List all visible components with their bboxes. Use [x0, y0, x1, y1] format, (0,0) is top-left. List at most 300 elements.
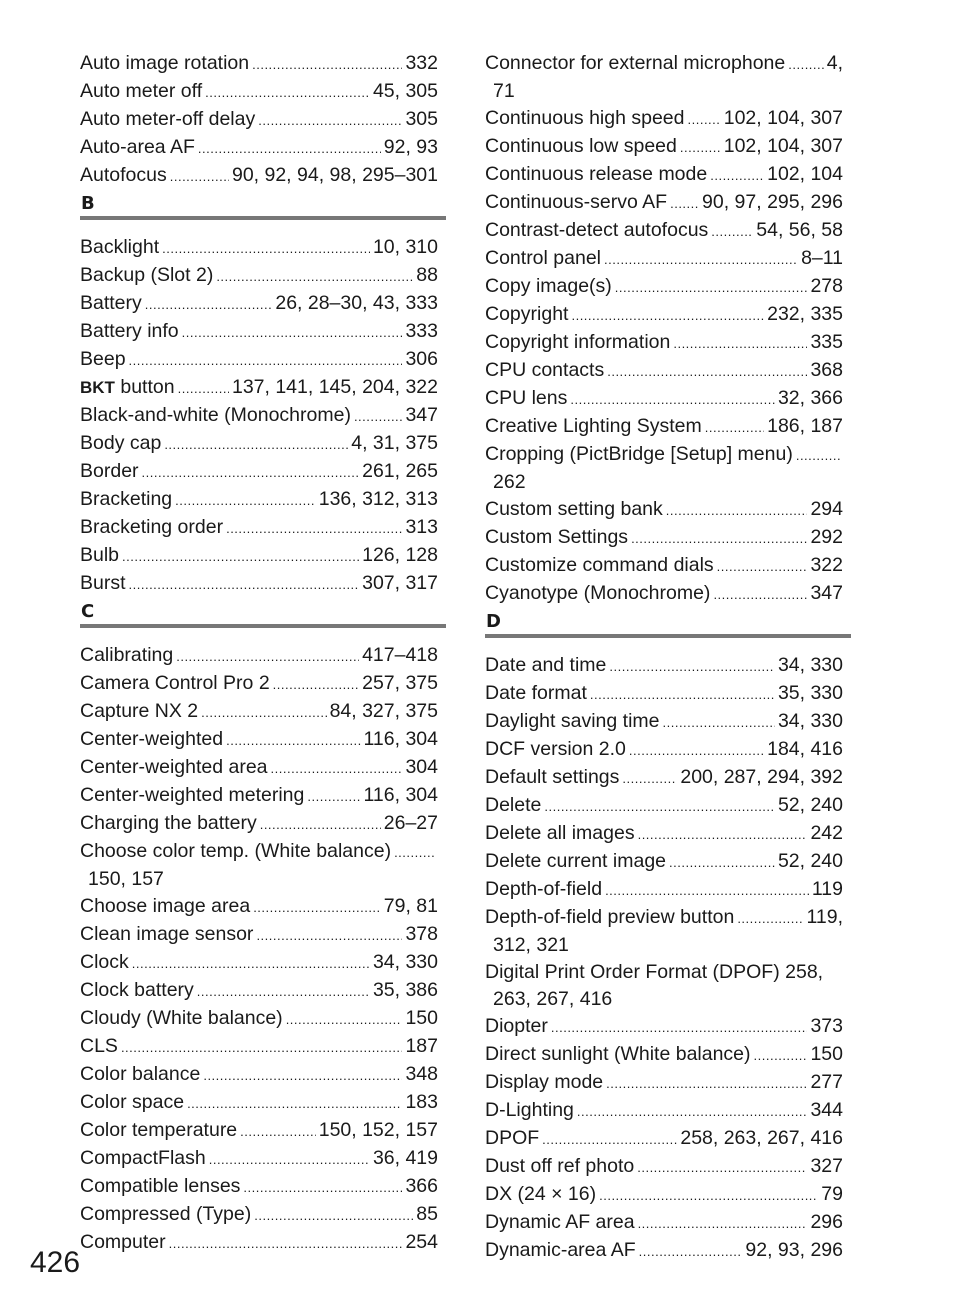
- term-text: Body cap: [80, 432, 162, 454]
- dot-leader: [637, 1154, 807, 1181]
- page-refs: 296: [810, 1211, 843, 1233]
- index-entry: [80, 78, 438, 106]
- dot-leader: [252, 51, 402, 78]
- page-refs: 88: [416, 264, 438, 286]
- page-refs: 183: [405, 1091, 438, 1113]
- index-entry: [485, 273, 843, 301]
- page-refs: 79: [821, 1183, 843, 1205]
- page-refs: 90, 97, 295, 296: [702, 191, 843, 213]
- page-refs: 32, 366: [777, 387, 843, 409]
- index-term: [485, 301, 568, 328]
- index-term: [485, 524, 628, 551]
- term-text: Delete current image: [485, 850, 667, 872]
- dot-leader: [187, 1090, 402, 1117]
- page-refs: 305: [405, 108, 438, 130]
- page-refs: 332: [405, 52, 438, 74]
- index-term: [485, 217, 708, 244]
- page-refs: 52, 240: [777, 794, 843, 816]
- dot-leader: [605, 877, 809, 904]
- index-entry: [80, 234, 438, 262]
- dot-leader: [577, 1098, 808, 1125]
- term-text: Beep: [80, 348, 126, 370]
- index-entry: [485, 792, 843, 820]
- dot-leader: [273, 671, 359, 698]
- page-refs: 184, 416: [767, 738, 843, 760]
- index-entry: [485, 736, 843, 764]
- dot-leader: [754, 1042, 808, 1069]
- page-refs: 136, 312, 313: [318, 488, 438, 510]
- page-refs: 126, 128: [362, 544, 438, 566]
- index-entry: [80, 542, 438, 570]
- index-entry: [485, 357, 843, 385]
- index-term: [80, 977, 194, 1004]
- term-text: Custom setting bank: [485, 498, 663, 520]
- page-refs: 186, 187: [767, 415, 843, 437]
- term-text: Dynamic-area AF: [485, 1239, 636, 1261]
- term-text: Cropping (PictBridge [Setup] menu): [485, 443, 793, 465]
- index-entry: [80, 486, 438, 514]
- dot-leader: [607, 358, 807, 385]
- page-refs-continued: 263, 267, 416: [493, 988, 613, 1010]
- index-entry: [485, 652, 843, 680]
- dot-leader: [705, 414, 764, 441]
- index-term: [80, 642, 173, 669]
- index-entry: [80, 1145, 438, 1173]
- page-refs: 368: [810, 359, 843, 381]
- section-rule: [80, 216, 446, 220]
- index-term: [80, 234, 159, 261]
- term-text: Black-and-white (Monochrome): [80, 404, 351, 426]
- index-term: [485, 959, 780, 986]
- term-text: CPU lens: [485, 387, 568, 409]
- page-refs: 278: [810, 275, 843, 297]
- index-term: [485, 1237, 636, 1264]
- section-rule: [80, 624, 446, 628]
- index-term: [80, 754, 268, 781]
- dot-leader: [570, 386, 775, 413]
- page-refs: 119,: [806, 906, 843, 928]
- term-text: Center-weighted: [80, 728, 224, 750]
- term-text: Capture NX 2: [80, 700, 199, 722]
- term-text: Date format: [485, 682, 587, 704]
- dot-leader: [609, 653, 775, 680]
- dot-leader: [169, 1230, 403, 1257]
- index-term: [80, 514, 223, 541]
- dot-leader: [604, 246, 798, 273]
- index-entry: [80, 134, 438, 162]
- page-refs: 261, 265: [362, 460, 438, 482]
- index-entry: [80, 1173, 438, 1201]
- index-term: [485, 1181, 596, 1208]
- page-refs: 26–27: [383, 812, 438, 834]
- index-entry: [80, 346, 438, 374]
- index-entry: [80, 430, 438, 458]
- page-refs: 322: [810, 554, 843, 576]
- index-entry: [80, 810, 438, 838]
- index-entry: [485, 552, 843, 580]
- dot-leader: [216, 263, 413, 290]
- index-term: [80, 838, 391, 865]
- page-refs: 304: [405, 756, 438, 778]
- dot-leader: [639, 1238, 743, 1265]
- index-entry: [80, 782, 438, 810]
- index-entry: [485, 1181, 843, 1209]
- dot-leader: [663, 709, 775, 736]
- term-text: Continuous low speed: [485, 135, 677, 157]
- page-refs: 417–418: [362, 644, 438, 666]
- page-refs: 116, 304: [363, 728, 438, 750]
- term-text: Auto meter-off delay: [80, 108, 256, 130]
- index-term: [485, 273, 612, 300]
- term-text: CPU contacts: [485, 359, 605, 381]
- index-entry: [485, 385, 843, 413]
- dot-leader: [638, 1210, 808, 1237]
- index-term: [80, 78, 202, 105]
- section-rule: [485, 634, 851, 638]
- term-text: Center-weighted metering: [80, 784, 305, 806]
- dot-leader: [286, 1006, 403, 1033]
- index-term: [485, 50, 785, 77]
- term-text: Diopter: [485, 1015, 548, 1037]
- page-refs-continued: 312, 321: [493, 934, 569, 956]
- term-text: Copyright information: [485, 331, 671, 353]
- page-refs: 116, 304: [363, 784, 438, 806]
- index-term: [485, 357, 604, 384]
- page-refs: 333: [405, 320, 438, 342]
- page-refs: 4,: [826, 52, 843, 74]
- index-term: [485, 1209, 635, 1236]
- term-text: Autofocus: [80, 164, 167, 186]
- index-term: [80, 921, 253, 948]
- index-term: [80, 726, 223, 753]
- page-refs: 327: [810, 1155, 843, 1177]
- dot-leader: [666, 497, 808, 524]
- index-term: [485, 736, 626, 763]
- page-refs-continued: 262: [493, 471, 526, 493]
- page-refs: 257, 375: [362, 672, 438, 694]
- term-text: Center-weighted area: [80, 756, 268, 778]
- term-text: Color balance: [80, 1063, 201, 1085]
- index-term: [80, 162, 167, 189]
- page-refs: 242: [810, 822, 843, 844]
- term-text: Computer: [80, 1231, 166, 1253]
- dot-leader: [711, 218, 753, 245]
- term-text: Continuous high speed: [485, 107, 685, 129]
- page-refs: 85: [416, 1203, 438, 1225]
- page-refs: 84, 327, 375: [329, 700, 438, 722]
- dot-leader: [226, 515, 402, 542]
- dot-leader: [145, 291, 273, 318]
- index-term: [485, 876, 602, 903]
- index-column-left: [80, 50, 438, 1257]
- dot-leader: [571, 302, 764, 329]
- dot-leader: [796, 442, 840, 469]
- page-refs: 102, 104, 307: [723, 135, 843, 157]
- dot-leader: [354, 403, 403, 430]
- dot-leader: [606, 1070, 807, 1097]
- index-term: [485, 161, 707, 188]
- term-text: Dynamic AF area: [485, 1211, 635, 1233]
- index-entry: [485, 1013, 843, 1041]
- page-refs: 102, 104: [767, 163, 843, 185]
- dot-leader: [551, 1014, 808, 1041]
- index-term: [80, 949, 129, 976]
- section-header-b: [80, 192, 438, 220]
- dot-leader: [669, 849, 775, 876]
- dot-leader: [162, 235, 370, 262]
- dot-leader: [176, 643, 359, 670]
- index-entry: [485, 876, 843, 904]
- page-refs: 347: [405, 404, 438, 426]
- index-term: [485, 848, 666, 875]
- term-text: Continuous release mode: [485, 163, 708, 185]
- term-text: Delete: [485, 794, 542, 816]
- dot-leader: [710, 162, 764, 189]
- term-text: Bracketing: [80, 488, 173, 510]
- term-text: Battery: [80, 292, 142, 314]
- dot-leader: [615, 274, 808, 301]
- index-term: [485, 1125, 539, 1152]
- index-entry: [485, 245, 843, 273]
- index-term: [485, 441, 793, 468]
- dot-leader: [638, 821, 808, 848]
- term-text: DX (24 × 16): [485, 1183, 597, 1205]
- term-text: Cyanotype (Monochrome): [485, 582, 711, 604]
- index-term: [80, 1201, 251, 1228]
- index-entry: [485, 959, 843, 1013]
- dot-leader: [226, 727, 360, 754]
- index-entry: [485, 133, 843, 161]
- index-term: [485, 820, 635, 847]
- page-refs: 348: [405, 1063, 438, 1085]
- index-entry: [485, 764, 843, 792]
- term-text: CLS: [80, 1035, 118, 1057]
- page-refs: 277: [810, 1071, 843, 1093]
- index-term: [485, 792, 541, 819]
- index-entry: [80, 893, 438, 921]
- index-entry: [80, 374, 438, 402]
- term-text: Default settings: [485, 766, 620, 788]
- index-entry: [485, 1041, 843, 1069]
- page-refs: 102, 104, 307: [723, 107, 843, 129]
- dot-leader: [132, 950, 370, 977]
- term-text: Auto-area AF: [80, 136, 195, 158]
- index-entry: [485, 496, 843, 524]
- dot-leader: [209, 1146, 370, 1173]
- index-entry: [80, 949, 438, 977]
- entries-b: [80, 234, 438, 598]
- term-text: Clock battery: [80, 979, 194, 1001]
- page-refs: 187: [405, 1035, 438, 1057]
- index-term: [80, 458, 139, 485]
- index-term: [485, 189, 667, 216]
- page-refs: 366: [405, 1175, 438, 1197]
- page-refs: 35, 330: [777, 682, 843, 704]
- term-text: Copyright: [485, 303, 569, 325]
- index-term: [485, 708, 660, 735]
- index-term: [80, 1229, 166, 1256]
- index-term: [80, 1061, 200, 1088]
- term-text: Compressed (Type): [80, 1203, 252, 1225]
- page-refs: 307, 317: [362, 572, 438, 594]
- index-term: [485, 552, 714, 579]
- index-entry: [485, 329, 843, 357]
- page-refs: 92, 93, 296: [745, 1239, 843, 1261]
- index-term: [485, 105, 685, 132]
- term-text: Depth-of-field preview button: [485, 906, 735, 928]
- term-text: Customize command dials: [485, 554, 714, 576]
- dot-leader: [631, 525, 807, 552]
- index-term: [485, 580, 710, 607]
- term-text: Calibrating: [80, 644, 174, 666]
- term-text: Bracketing order: [80, 516, 224, 538]
- index-entry: [80, 754, 438, 782]
- index-entry: [80, 1005, 438, 1033]
- index-entry: [485, 820, 843, 848]
- dot-leader: [164, 431, 348, 458]
- index-term: [80, 698, 198, 725]
- index-entry: [80, 162, 438, 190]
- index-entry: [485, 1153, 843, 1181]
- term-text: Choose image area: [80, 895, 251, 917]
- term-text: Battery info: [80, 320, 179, 342]
- dot-leader: [203, 1062, 402, 1089]
- dot-leader: [175, 487, 316, 514]
- entries-a: [80, 50, 438, 190]
- index-entry: [80, 642, 438, 670]
- dot-leader: [170, 163, 229, 190]
- page-refs: 306: [405, 348, 438, 370]
- dot-leader: [254, 1202, 413, 1229]
- term-text: Clean image sensor: [80, 923, 254, 945]
- index-entry: [485, 1209, 843, 1237]
- dot-leader: [260, 811, 381, 838]
- term-text: Cloudy (White balance): [80, 1007, 283, 1029]
- index-entry: [80, 1229, 438, 1257]
- index-entry: [485, 413, 843, 441]
- term-text: Charging the battery: [80, 812, 257, 834]
- entries-c: [80, 642, 438, 1257]
- index-term: [485, 329, 670, 356]
- term-text: Contrast-detect autofocus: [485, 219, 709, 241]
- dot-leader: [129, 347, 403, 374]
- dot-leader: [590, 681, 775, 708]
- index-term: [485, 904, 734, 931]
- page-refs: 347: [810, 582, 843, 604]
- dot-leader: [680, 134, 721, 161]
- page-refs: 45, 305: [372, 80, 438, 102]
- page-refs: 4, 31, 375: [351, 432, 438, 454]
- term-text: Auto image rotation: [80, 52, 250, 74]
- page-number: 426: [30, 1246, 81, 1279]
- index-entry: [80, 838, 438, 893]
- index-entry: [80, 977, 438, 1005]
- page-refs: 335: [810, 331, 843, 353]
- index-term: [485, 1069, 603, 1096]
- page-refs: 119: [811, 878, 843, 900]
- index-entry: [80, 402, 438, 430]
- dot-leader: [629, 737, 764, 764]
- page-refs: 200, 287, 294, 392: [680, 766, 843, 788]
- index-entry: [485, 50, 843, 105]
- term-text: Display mode: [485, 1071, 604, 1093]
- index-entry: [485, 1097, 843, 1125]
- index-term: [80, 782, 304, 809]
- index-term: [80, 670, 270, 697]
- index-entry: [80, 1061, 438, 1089]
- index-term: [80, 50, 249, 77]
- index-term: [485, 245, 601, 272]
- index-entry: [80, 1201, 438, 1229]
- term-text: Delete all images: [485, 822, 635, 844]
- term-text: Burst: [80, 572, 126, 594]
- term-text: Daylight saving time: [485, 710, 660, 732]
- term-text: Copy image(s): [485, 275, 612, 297]
- term-text: Color temperature: [80, 1119, 238, 1141]
- index-entry: [485, 441, 843, 496]
- index-term: [80, 1089, 184, 1116]
- dot-leader: [622, 765, 677, 792]
- index-entry: [485, 161, 843, 189]
- index-entry: [80, 698, 438, 726]
- page-refs: 150, 152, 157: [318, 1119, 438, 1141]
- section-header-d: [485, 610, 843, 638]
- term-text: Digital Print Order Format (DPOF): [485, 961, 780, 983]
- page-refs: 258, 263, 267, 416: [680, 1127, 843, 1149]
- dot-leader: [394, 839, 435, 866]
- term-text: D-Lighting: [485, 1099, 574, 1121]
- index-term: [80, 106, 255, 133]
- page-refs: 258,: [785, 961, 824, 983]
- dot-leader: [182, 319, 403, 346]
- index-term: [80, 134, 195, 161]
- index-entry: [485, 708, 843, 736]
- index-entry: [485, 1125, 843, 1153]
- dot-leader: [240, 1118, 316, 1145]
- index-term: [80, 318, 179, 345]
- index-term: [80, 374, 175, 401]
- page-refs: 52, 240: [777, 850, 843, 872]
- dot-leader: [197, 978, 370, 1005]
- index-term: [80, 1173, 240, 1200]
- index-term: [80, 486, 172, 513]
- dot-leader: [788, 51, 823, 78]
- term-text: Direct sunlight (White balance): [485, 1043, 751, 1065]
- page-refs: 254: [405, 1231, 438, 1253]
- index-term: [80, 810, 257, 837]
- index-entry: [80, 514, 438, 542]
- index-entry: [485, 680, 843, 708]
- dot-leader: [201, 699, 326, 726]
- page-refs: 34, 330: [372, 951, 438, 973]
- term-text: Color space: [80, 1091, 185, 1113]
- dot-leader: [307, 783, 360, 810]
- term-text: CompactFlash: [80, 1147, 206, 1169]
- index-entry: [485, 301, 843, 329]
- entries-d: [485, 652, 843, 1265]
- index-term: [485, 764, 619, 791]
- dot-leader: [688, 106, 721, 133]
- index-entry: [80, 921, 438, 949]
- dot-leader: [599, 1182, 818, 1209]
- page-refs: 92, 93: [383, 136, 438, 158]
- term-text: Backlight: [80, 236, 160, 258]
- term-text: Control panel: [485, 247, 601, 269]
- index-term: [485, 652, 606, 679]
- index-entry: [485, 580, 843, 608]
- index-entry: [485, 848, 843, 876]
- index-entry: [485, 1237, 843, 1265]
